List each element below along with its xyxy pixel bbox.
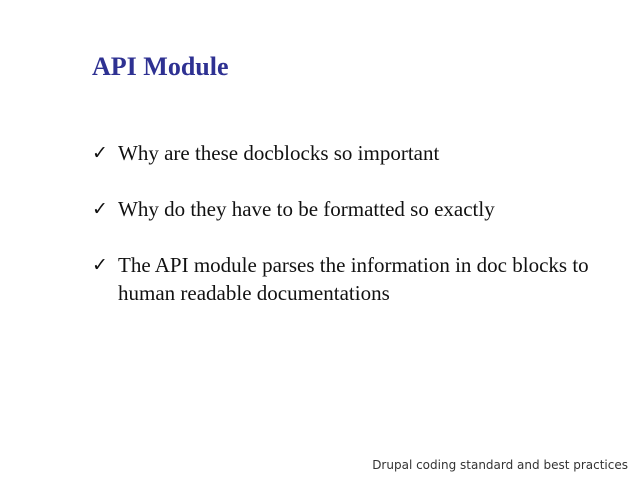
check-icon: ✓	[92, 198, 108, 220]
bullet-list	[92, 139, 612, 307]
bullet-item	[92, 139, 612, 167]
slide-title: API Module	[92, 52, 229, 81]
bullet-text: Why do they have to be formatted so exactly	[118, 197, 495, 221]
bullet-text: The API module parses the information in doc blocks to human readable documentations	[118, 253, 589, 305]
bullet-item	[92, 195, 612, 223]
check-icon: ✓	[92, 142, 108, 164]
slide-footer: Drupal coding standard and best practices	[372, 458, 628, 472]
check-icon: ✓	[92, 254, 108, 276]
bullet-text: Why are these docblocks so important	[118, 141, 440, 165]
bullet-item	[92, 251, 612, 307]
